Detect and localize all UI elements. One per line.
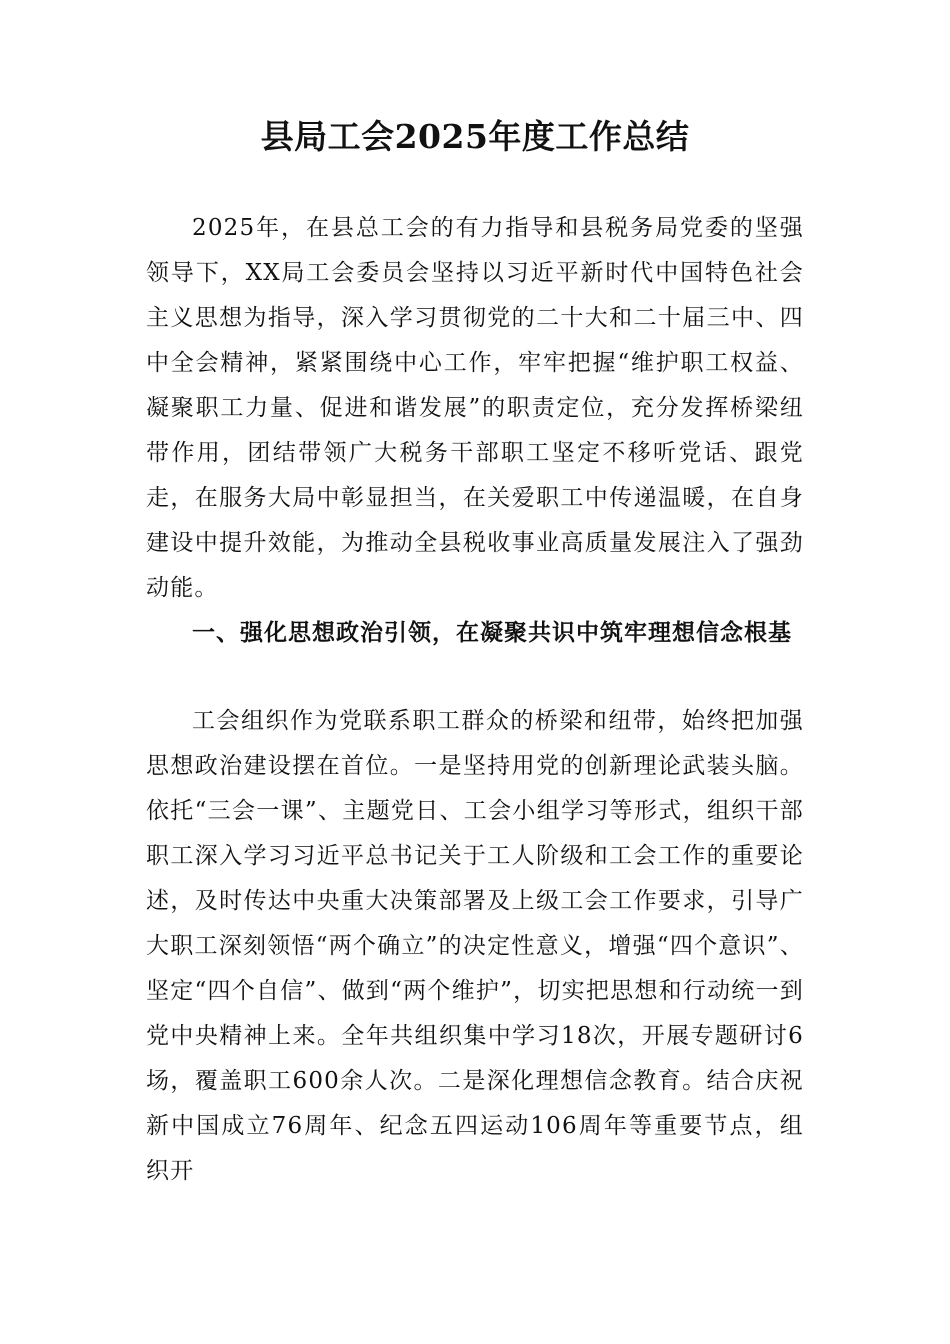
document-title: 县局工会2025年度工作总结 — [260, 117, 690, 156]
intro-paragraph: 2025年，在县总工会的有力指导和县税务局党委的坚强领导下，XX局工会委员会坚持以习近平新时代中国特色社会主义思想为指导，深入学习贯彻党的二十大和二十届三中、四中全会精神，紧紧围绕中心工作，牢牢把握“维护职工权益、凝聚职工力量、促进和谐发展”的职责定位，充分发挥桥梁纽带作用，团结带领广大税务干部职工坚定不移听党话、跟党走，在服务大局中彰显担当，在关爱职工中传递温暖，在自身建设中提升效能，为推动全县税收事业高质量发展注入了强劲动能。 — [146, 215, 804, 601]
section-heading-1: 一、强化思想政治引领，在凝聚共识中筑牢理想信念根基 — [192, 620, 792, 646]
section-1-paragraph: 工会组织作为党联系职工群众的桥梁和纽带，始终把加强思想政治建设摆在首位。一是坚持用党的创新理论武装头脑。依托“三会一课”、主题党日、工会小组学习等形式，组织干部职工深入学习习近平总书记关于工人阶级和工会工作的重要论述，及时传达中央重大决策部署及上级工会工作要求，引导广大职工深刻领悟“两个确立”的决定性意义，增强“四个意识”、坚定“四个自信”、做到“两个维护”，切实把思想和行动统一到党中央精神上来。全年共组织集中学习18次，开展专题研讨6场，覆盖职工600余人次。二是深化理想信念教育。结合庆祝新中国成立76周年、纪念五四运动106周年等重要节点，组织开 — [146, 708, 804, 1184]
